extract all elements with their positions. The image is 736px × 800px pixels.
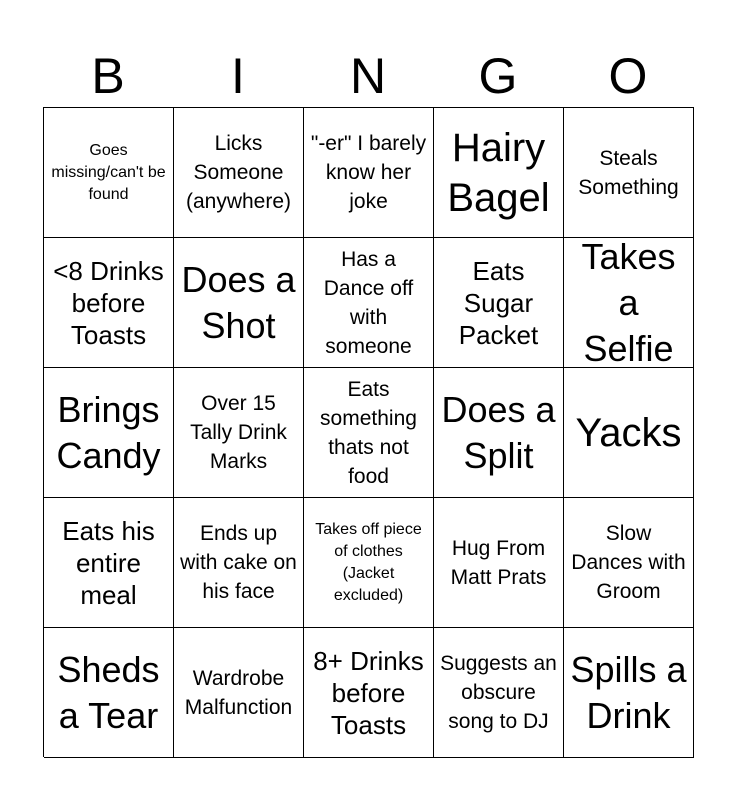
header-letter-b: B <box>91 48 125 104</box>
bingo-cell[interactable] <box>434 238 564 368</box>
bingo-cell[interactable] <box>44 108 174 238</box>
bingo-cell[interactable] <box>564 628 694 758</box>
cell-text: Does a Shot <box>181 258 296 346</box>
cell-text: Has a Dance off with someone <box>323 247 414 358</box>
cell-text: Does a Split <box>441 388 556 476</box>
header-letter-o: O <box>608 48 648 104</box>
cell-text: Takes a Selfie <box>581 238 676 368</box>
bingo-cell[interactable] <box>564 498 694 628</box>
cell-text: Takes off piece of clothes (Jacket excluded) <box>315 520 422 604</box>
cell-text: "-er" I barely know her joke <box>310 132 427 213</box>
bingo-cell[interactable] <box>304 368 434 498</box>
cell-text: Licks Someone (anywhere) <box>185 132 292 213</box>
bingo-cell[interactable] <box>434 108 564 238</box>
bingo-cell[interactable] <box>304 628 434 758</box>
cell-text: Yacks <box>575 410 682 455</box>
cell-text: Eats something thats not food <box>320 377 417 488</box>
bingo-cell[interactable] <box>564 238 694 368</box>
cell-text: Eats his entire meal <box>62 515 155 610</box>
cell-text: Goes missing/can't be found <box>51 141 166 203</box>
cell-text: Spills a Drink <box>570 648 687 736</box>
bingo-cell[interactable] <box>174 238 304 368</box>
cell-text: Slow Dances with Groom <box>571 522 686 603</box>
cell-text: Wardrobe Malfunction <box>184 666 293 719</box>
header-letter-g: G <box>478 48 518 104</box>
bingo-cell[interactable] <box>174 368 304 498</box>
cell-text: 8+ Drinks before Toasts <box>313 645 424 740</box>
bingo-header <box>43 44 693 108</box>
cell-text: Hairy Bagel <box>447 125 550 220</box>
bingo-cell[interactable] <box>44 368 174 498</box>
header-letter-i: I <box>231 48 245 104</box>
cell-text: Eats Sugar Packet <box>458 255 539 350</box>
cell-text: Steals Something <box>578 146 679 199</box>
bingo-card-grid <box>43 107 694 757</box>
cell-text: Hug From Matt Prats <box>450 536 547 589</box>
cell-text: Brings Candy <box>56 388 161 476</box>
bingo-cell[interactable] <box>434 498 564 628</box>
bingo-cell[interactable] <box>304 108 434 238</box>
header-letter-n: N <box>349 48 387 104</box>
cell-text: Sheds a Tear <box>57 648 160 736</box>
bingo-cell[interactable] <box>174 108 304 238</box>
bingo-cell[interactable] <box>44 238 174 368</box>
bingo-cell[interactable] <box>434 368 564 498</box>
cell-text: Over 15 Tally Drink Marks <box>190 392 287 473</box>
bingo-cell[interactable] <box>434 628 564 758</box>
bingo-cell[interactable] <box>44 628 174 758</box>
bingo-cell[interactable] <box>174 498 304 628</box>
cell-text: Ends up with cake on his face <box>180 522 297 603</box>
bingo-cell[interactable] <box>564 108 694 238</box>
bingo-cell[interactable] <box>564 368 694 498</box>
bingo-cell[interactable] <box>174 628 304 758</box>
bingo-cell[interactable] <box>304 498 434 628</box>
bingo-cell[interactable] <box>44 498 174 628</box>
cell-text: Suggests an obscure song to DJ <box>440 652 557 733</box>
cell-text: <8 Drinks before Toasts <box>53 255 164 350</box>
bingo-cell[interactable] <box>304 238 434 368</box>
